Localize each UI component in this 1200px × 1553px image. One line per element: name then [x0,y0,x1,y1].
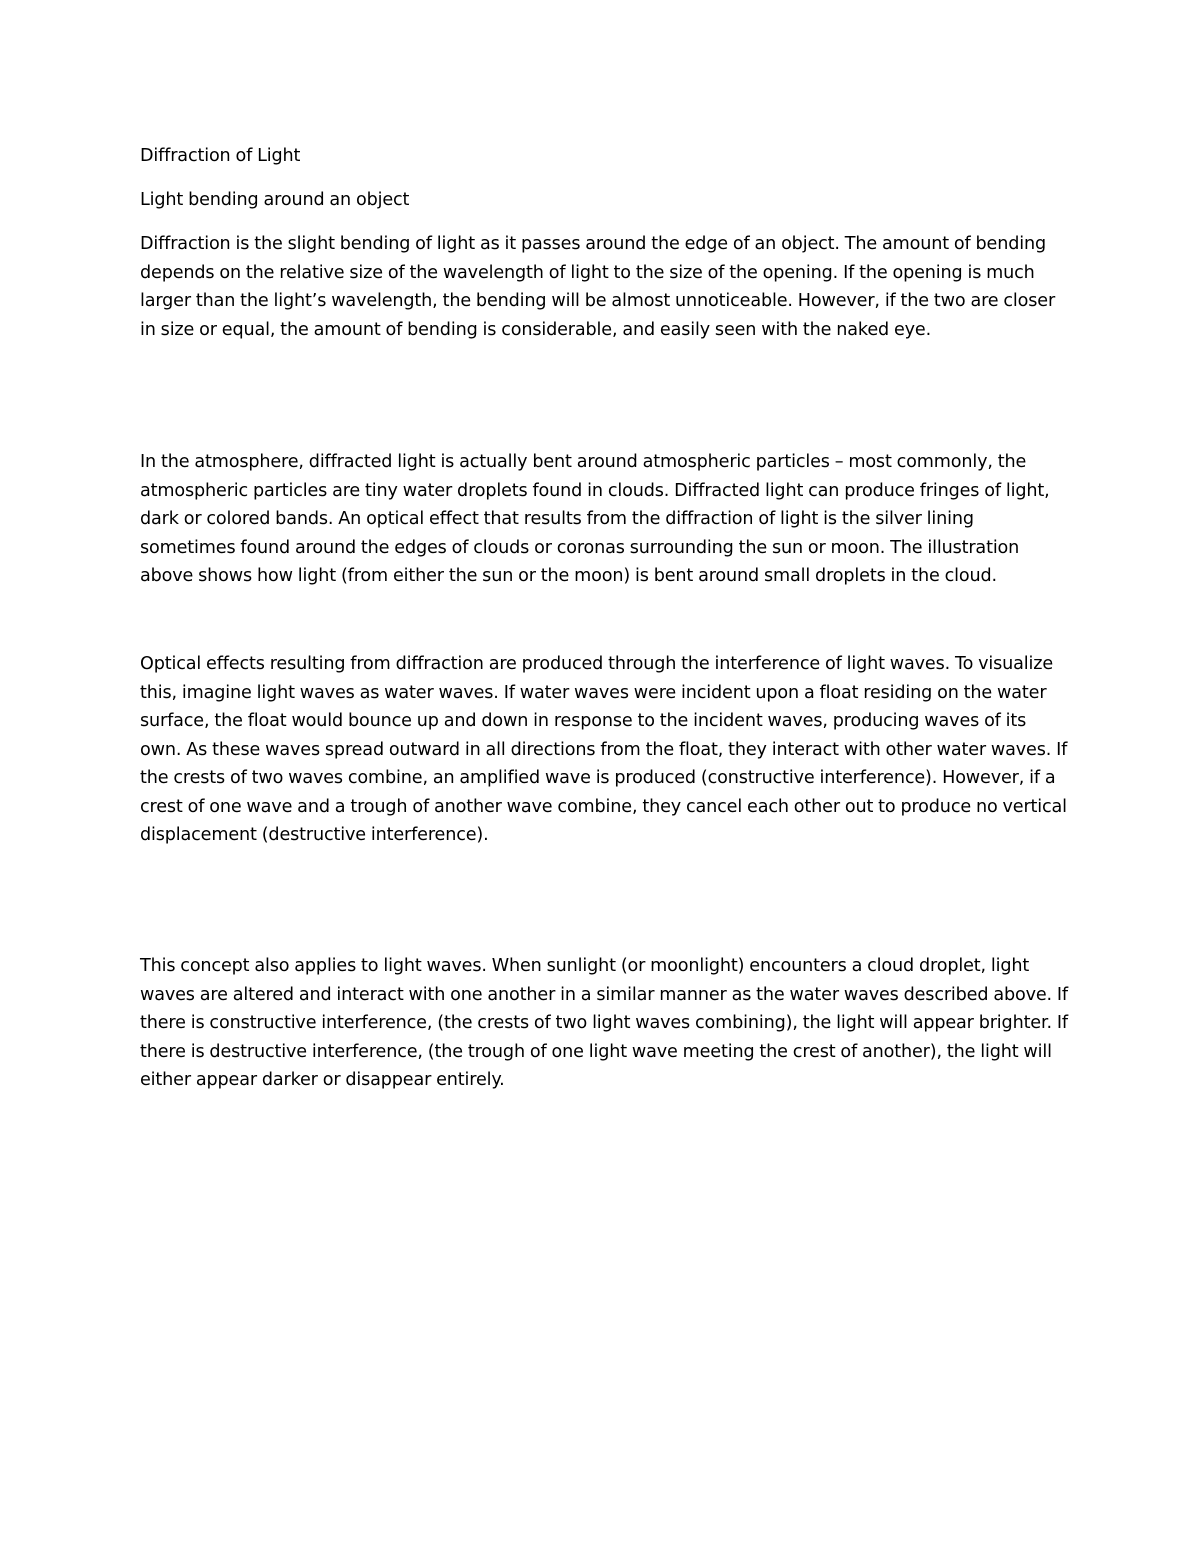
document-title: Diffraction of Light [140,146,301,166]
paragraph-interference: Optical effects resulting from diffraction are produced through the interference of light waves. To visualize this, imagine light waves as water waves. If water waves were incident upon a float residing on the water surface, the float would bounce up and down in response to the incident waves, producing waves of its own. As these waves spread outward in all directions from the float, they interact with other water waves. If the crests of two waves combine, an amplified wave is produced (constructive interference). However, if a crest of one wave and a trough of another wave combine, they cancel each other out to produce no vertical displacement (destructive interference). [140,654,1068,845]
paragraph-light-waves: This concept also applies to light waves. When sunlight (or moonlight) encounters a cloud droplet, light waves are altered and interact with one another in a similar manner as the water waves described above. If there is constructive interference, (the crests of two light waves combining), the light will appear brighter. If there is destructive interference, (the trough of one light wave meeting the crest of another), the light will either appear darker or disappear entirely. [140,956,1068,1090]
paragraph-atmosphere: In the atmosphere, diffracted light is actually bent around atmospheric particles – most commonly, the atmospheric particles are tiny water droplets found in clouds. Diffracted light can produce fringes of light, dark or colored bands. An optical effect that results from the diffraction of light is the silver lining sometimes found around the edges of clouds or coronas surrounding the sun or moon. The illustration above shows how light (from either the sun or the moon) is bent around small droplets in the cloud. [140,452,1050,586]
paragraph-diffraction-definition: Diffraction is the slight bending of light as it passes around the edge of an object. The amount of bending depends on the relative size of the wavelength of light to the size of the opening. If the opening is much larger than the light’s wavelength, the bending will be almost unnoticeable. However, if the two are closer in size or equal, the amount of bending is considerable, and easily seen with the naked eye. [140,234,1056,340]
document-subtitle: Light bending around an object [140,190,410,210]
